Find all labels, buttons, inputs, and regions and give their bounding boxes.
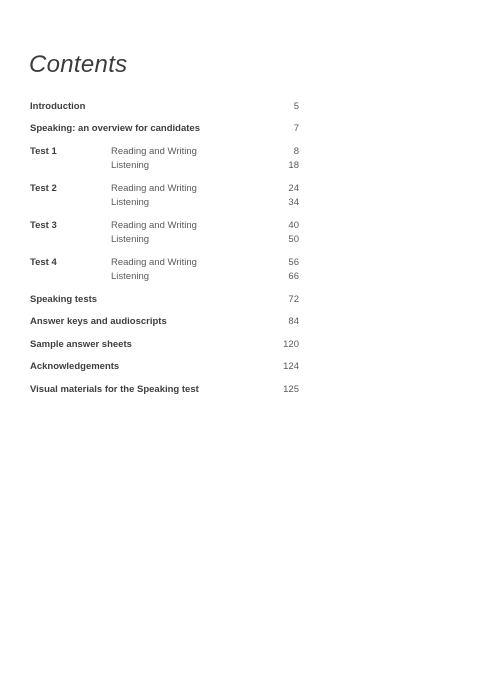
toc-subentry-label: Reading and Writing [111, 183, 197, 194]
toc-subentry-page: 18 [288, 160, 299, 171]
toc-subentry-page: 66 [288, 271, 299, 282]
toc-entry-test-3 [30, 219, 299, 233]
toc-subentry-label: Listening [111, 271, 150, 282]
toc-subentry-page: 34 [288, 197, 299, 208]
toc-subentry-page: 56 [288, 257, 299, 268]
toc-entry-speaking-tests [30, 293, 299, 307]
toc-subentry-label: Listening [111, 197, 150, 208]
toc-entry-page: 72 [288, 294, 299, 305]
toc-subentry-label: Listening [111, 234, 150, 245]
page-title: Contents [29, 51, 128, 78]
toc-entry-label: Introduction [30, 101, 86, 112]
toc-subentry-page: 24 [288, 183, 299, 194]
toc-entry-label: Test 3 [30, 220, 57, 231]
toc-entry-label: Visual materials for the Speaking test [30, 384, 199, 395]
toc-subentry-label: Reading and Writing [111, 146, 197, 157]
toc-entry-test-1 [30, 145, 299, 159]
toc-entry-speaking-overview [30, 122, 299, 136]
toc-entry-page: 120 [283, 339, 299, 350]
toc-entry-test-2 [30, 182, 299, 196]
toc-entry-visual-materials [30, 383, 299, 397]
toc-entry-test-4 [30, 256, 299, 270]
toc-entry-label: Test 1 [30, 146, 57, 157]
toc-entry-label: Answer keys and audioscripts [30, 316, 167, 327]
toc-subentry-page: 50 [288, 234, 299, 245]
toc-subentry-page: 8 [293, 146, 299, 157]
toc-entry-introduction [30, 100, 299, 114]
table-of-contents [30, 0, 299, 677]
toc-subentry-page: 40 [288, 220, 299, 231]
toc-entry-page: 124 [283, 361, 299, 372]
toc-entry-label: Sample answer sheets [30, 339, 132, 350]
toc-entry-page: 5 [293, 101, 299, 112]
toc-entry-page: 125 [283, 384, 299, 395]
toc-entry-sample-answer-sheets [30, 338, 299, 352]
toc-subentry-test-2-listening [30, 196, 299, 210]
toc-subentry-label: Reading and Writing [111, 257, 197, 268]
toc-entry-answer-keys [30, 315, 299, 329]
toc-subentry-label: Listening [111, 160, 150, 171]
toc-subentry-test-4-listening [30, 270, 299, 284]
toc-entry-label: Test 2 [30, 183, 57, 194]
toc-entry-page: 7 [293, 123, 299, 134]
toc-entry-label: Speaking tests [30, 294, 98, 305]
toc-entry-label: Test 4 [30, 257, 57, 268]
toc-subentry-label: Reading and Writing [111, 220, 197, 231]
toc-entry-label: Acknowledgements [30, 361, 120, 372]
toc-subentry-test-3-listening [30, 233, 299, 247]
toc-entry-label: Speaking: an overview for candidates [30, 123, 200, 134]
toc-entry-acknowledgements [30, 360, 299, 374]
toc-entry-page: 84 [288, 316, 299, 327]
toc-subentry-test-1-listening [30, 159, 299, 173]
